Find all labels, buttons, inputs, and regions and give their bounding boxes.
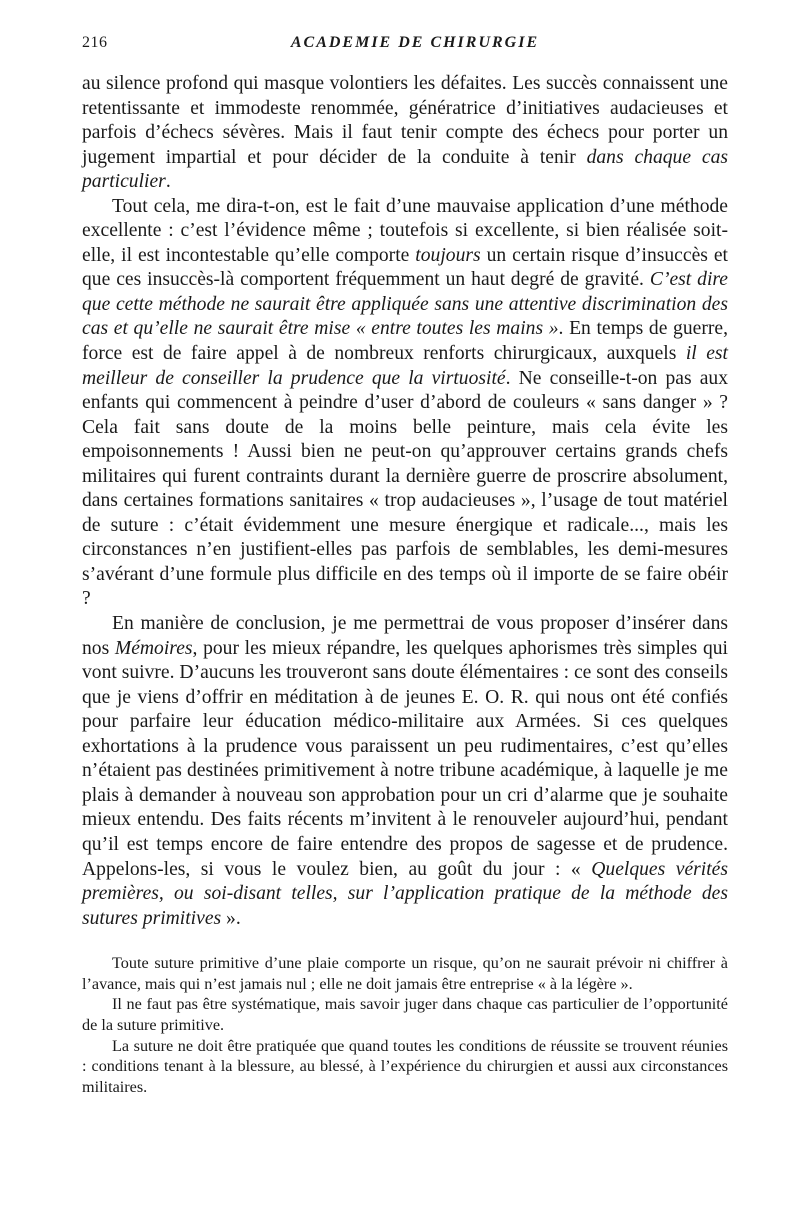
main-text [82,72,728,931]
aphorism-1: Toute suture primitive d’une plaie comporte un risque, qu’on ne saurait prévoir ni chiffrer à l’avance, mais qui n’est jamais nul ; elle ne doit jamais être entreprise « à la légère ». [82,954,728,993]
aphorism-3: La suture ne doit être pratiquée que quand toutes les conditions de réussite se trouvent réunies : conditions tenant à la blessure, au blessé, à l’expérience du chirurgien et aussi aux circonstances militaires. [82,1036,728,1096]
running-title: ACADEMIE DE CHIRURGIE [290,34,540,51]
page-header [82,28,728,58]
aphorism-2: Il ne faut pas être systématique, mais savoir juger dans chaque cas particulier de l’opportunité de la suture primitive. [82,995,728,1034]
paragraph-3: En manière de conclusion, je me permettrai de vous proposer d’insérer dans nos Mémoires, pour les mieux répandre, les quelques aphorismes très simples qui vont suivre. D’aucuns les trouveront sans doute élémentaires : ce sont des conseils que je viens d’offrir en méditation à de jeunes E. O. R. qui nous ont été confiés pour parfaire leur éducation médico-militaire aux Armées. Si ces quelques exhortations à la prudence vous paraissent un peu rudimentaires, c’est qu’elles n’étaient pas destinées primitivement à notre tribune académique, à laquelle je me plais à demander à nouveau son approbation pour un cri d’alarme que je souhaite mieux entendu. Des faits récents m’invitent à le renouveler aujourd’hui, pendant qu’il est temps encore de faire entendre des propos de sagesse et de prudence. Appelons-les, si vous le voulez bien, au goût du jour : « Quelques vérités premières, ou soi-disant telles, sur l’application pratique de la méthode des sutures primitives ». [82,613,728,929]
page-number: 216 [82,34,108,51]
paragraph-1: au silence profond qui masque volontiers les défaites. Les succès connaissent une retentissante et immodeste renommée, génératrice d’initiatives audacieuses et parfois d’échecs sévères. Mais il faut tenir compte des échecs pour porter un jugement impartial et pour décider de la conduite à tenir dans chaque cas particulier. [82,73,728,193]
paragraph-2: Tout cela, me dira-t-on, est le fait d’une mauvaise application d’une méthode excellente : c’est l’évidence même ; toutefois si excellente, si bien réalisée soit-elle, il est incontestable qu’elle comporte toujours un certain risque d’insuccès et que ces insuccès-là comportent fréquemment un haut degré de gravité. C’est dire que cette méthode ne saurait être appliquée sans une attentive discrimination des cas et qu’elle ne saurait être mise « entre toutes les mains ». En temps de guerre, force est de faire appel à de nombreux renforts chirurgicaux, auxquels il est meilleur de conseiller la prudence que la virtuosité. Ne conseille-t-on pas aux enfants qui commencent à peindre d’user d’abord de couleurs « sans danger » ? Cela fait sans doute de la moins belle peinture, mais cela évite les empoisonnements ! Aussi bien ne peut-on qu’approuver certains grands chefs militaires qui furent contraints durant la dernière guerre de proscrire absolument, dans certaines formations sanitaires « trop audacieuses », l’usage de tout matériel de suture : c’était évidemment une mesure énergique et radicale..., mais les circonstances n’en justifient-elles pas parfois de semblables, les demi-mesures s’avérant d’une formule plus difficile en des temps où il importe de se faire obéir ? [82,195,729,610]
aphorisms-list [82,953,728,1097]
page [82,28,728,1097]
